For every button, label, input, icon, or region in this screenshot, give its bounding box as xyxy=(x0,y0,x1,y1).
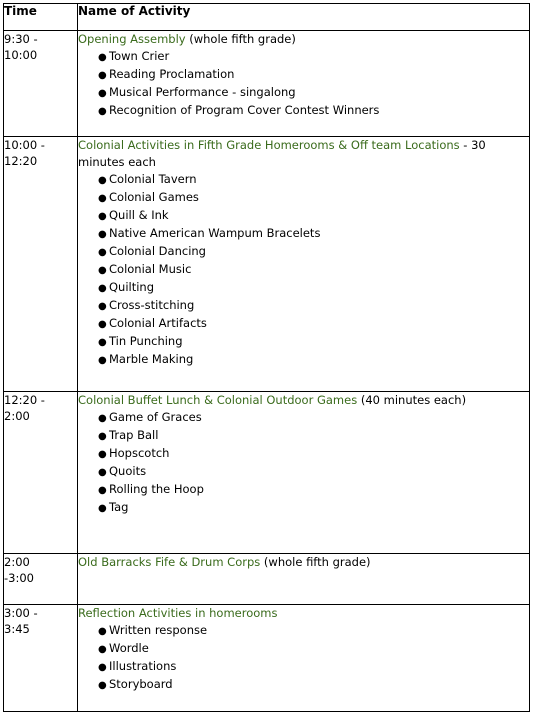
list-item xyxy=(98,333,529,351)
activity-title: Reflection Activities in homerooms xyxy=(78,606,278,620)
schedule-row xyxy=(4,605,530,712)
activity-cell xyxy=(78,392,530,554)
activity-title: Old Barracks Fife & Drum Corps xyxy=(78,555,261,569)
activity-heading xyxy=(78,554,529,571)
bullet-icon: ● xyxy=(98,355,107,366)
list-item-text: Trap Ball xyxy=(109,428,159,442)
list-item-text: Reading Proclamation xyxy=(109,67,235,81)
bullet-icon: ● xyxy=(98,467,107,478)
list-item xyxy=(98,261,529,279)
list-item-text: Tin Punching xyxy=(109,334,183,348)
activity-title: Colonial Activities in Fifth Grade Homerooms & Off team Locations xyxy=(78,138,460,152)
activity-cell xyxy=(78,137,530,392)
bullet-icon: ● xyxy=(98,626,107,637)
list-item xyxy=(98,351,529,369)
list-item-text: Town Crier xyxy=(109,49,170,63)
bullet-icon: ● xyxy=(98,662,107,673)
activity-column-header: Name of Activity xyxy=(78,4,530,31)
list-item-text: Rolling the Hoop xyxy=(109,482,204,496)
list-item-text: Cross-stitching xyxy=(109,298,195,312)
list-item xyxy=(98,84,529,102)
list-item-text: Colonial Dancing xyxy=(109,244,206,258)
list-item xyxy=(98,481,529,499)
list-item-text: Storyboard xyxy=(109,677,173,691)
list-item-text: Recognition of Program Cover Contest Winners xyxy=(109,103,380,117)
activity-note: - 30 minutes each xyxy=(78,138,486,169)
activity-list xyxy=(78,622,529,694)
time-text: 2:00 xyxy=(4,409,30,423)
bullet-icon: ● xyxy=(98,503,107,514)
time-cell xyxy=(4,392,78,554)
list-item xyxy=(98,171,529,189)
activity-list xyxy=(78,48,529,120)
list-item-text: Musical Performance - singalong xyxy=(109,85,296,99)
schedule-row xyxy=(4,392,530,554)
time-text: 9:30 - xyxy=(4,32,38,46)
activity-heading xyxy=(78,605,529,622)
time-text: 3:00 - xyxy=(4,606,38,620)
list-item-text: Colonial Music xyxy=(109,262,192,276)
list-item xyxy=(98,622,529,640)
bullet-icon: ● xyxy=(98,680,107,691)
list-item xyxy=(98,102,529,120)
activity-title: Opening Assembly xyxy=(78,32,186,46)
list-item-text: Colonial Artifacts xyxy=(109,316,207,330)
time-cell xyxy=(4,137,78,392)
list-item xyxy=(98,66,529,84)
list-item xyxy=(98,189,529,207)
list-item xyxy=(98,243,529,261)
time-text: 12:20 xyxy=(4,154,38,168)
activity-title: Colonial Buffet Lunch & Colonial Outdoor Games xyxy=(78,393,358,407)
bullet-icon: ● xyxy=(98,319,107,330)
activity-cell xyxy=(78,554,530,605)
list-item-text: Marble Making xyxy=(109,352,194,366)
time-text: 10:00 - xyxy=(4,138,45,152)
schedule-row xyxy=(4,31,530,137)
bullet-icon: ● xyxy=(98,193,107,204)
bullet-icon: ● xyxy=(98,247,107,258)
list-item xyxy=(98,640,529,658)
activity-note: (40 minutes each) xyxy=(357,393,467,407)
time-text: 2:00 xyxy=(4,555,30,569)
time-text: -3:00 xyxy=(4,571,34,585)
list-item xyxy=(98,279,529,297)
bullet-icon: ● xyxy=(98,229,107,240)
list-item xyxy=(98,676,529,694)
list-item xyxy=(98,315,529,333)
list-item xyxy=(98,48,529,66)
bullet-icon: ● xyxy=(98,283,107,294)
bullet-icon: ● xyxy=(98,644,107,655)
bullet-icon: ● xyxy=(98,175,107,186)
list-item-text: Game of Graces xyxy=(109,410,202,424)
list-item xyxy=(98,409,529,427)
list-item xyxy=(98,225,529,243)
list-item xyxy=(98,297,529,315)
activity-heading xyxy=(78,392,529,409)
list-item-text: Colonial Tavern xyxy=(109,172,197,186)
header-row xyxy=(4,4,530,31)
time-text: 12:20 - xyxy=(4,393,45,407)
bullet-icon: ● xyxy=(98,265,107,276)
list-item-text: Wordle xyxy=(109,641,149,655)
activity-heading xyxy=(78,137,529,171)
time-text: 10:00 xyxy=(4,48,38,62)
list-item-text: Native American Wampum Bracelets xyxy=(109,226,321,240)
list-item-text: Written response xyxy=(109,623,208,637)
activity-note: (whole fifth grade) xyxy=(185,32,296,46)
list-item xyxy=(98,463,529,481)
bullet-icon: ● xyxy=(98,88,107,99)
time-text: 3:45 xyxy=(4,622,30,636)
list-item xyxy=(98,427,529,445)
bullet-icon: ● xyxy=(98,211,107,222)
list-item-text: Quoits xyxy=(109,464,147,478)
bullet-icon: ● xyxy=(98,52,107,63)
bullet-icon: ● xyxy=(98,485,107,496)
bullet-icon: ● xyxy=(98,301,107,312)
bullet-icon: ● xyxy=(98,431,107,442)
bullet-icon: ● xyxy=(98,413,107,424)
time-cell xyxy=(4,31,78,137)
time-cell xyxy=(4,554,78,605)
list-item-text: Quilting xyxy=(109,280,155,294)
list-item-text: Illustrations xyxy=(109,659,177,673)
list-item xyxy=(98,499,529,517)
time-column-header: Time xyxy=(4,4,78,31)
time-cell xyxy=(4,605,78,712)
bullet-icon: ● xyxy=(98,106,107,117)
list-item xyxy=(98,207,529,225)
list-item xyxy=(98,658,529,676)
list-item-text: Quill & Ink xyxy=(109,208,169,222)
schedule-row xyxy=(4,554,530,605)
activity-cell xyxy=(78,605,530,712)
bullet-icon: ● xyxy=(98,449,107,460)
schedule-row xyxy=(4,137,530,392)
schedule-table xyxy=(3,3,530,712)
bullet-icon: ● xyxy=(98,337,107,348)
activity-cell xyxy=(78,31,530,137)
list-item-text: Colonial Games xyxy=(109,190,199,204)
list-item-text: Hopscotch xyxy=(109,446,170,460)
list-item-text: Tag xyxy=(109,500,129,514)
activity-note: (whole fifth grade) xyxy=(260,555,371,569)
list-item xyxy=(98,445,529,463)
activity-heading xyxy=(78,31,529,48)
bullet-icon: ● xyxy=(98,70,107,81)
activity-list xyxy=(78,409,529,517)
activity-list xyxy=(78,171,529,369)
